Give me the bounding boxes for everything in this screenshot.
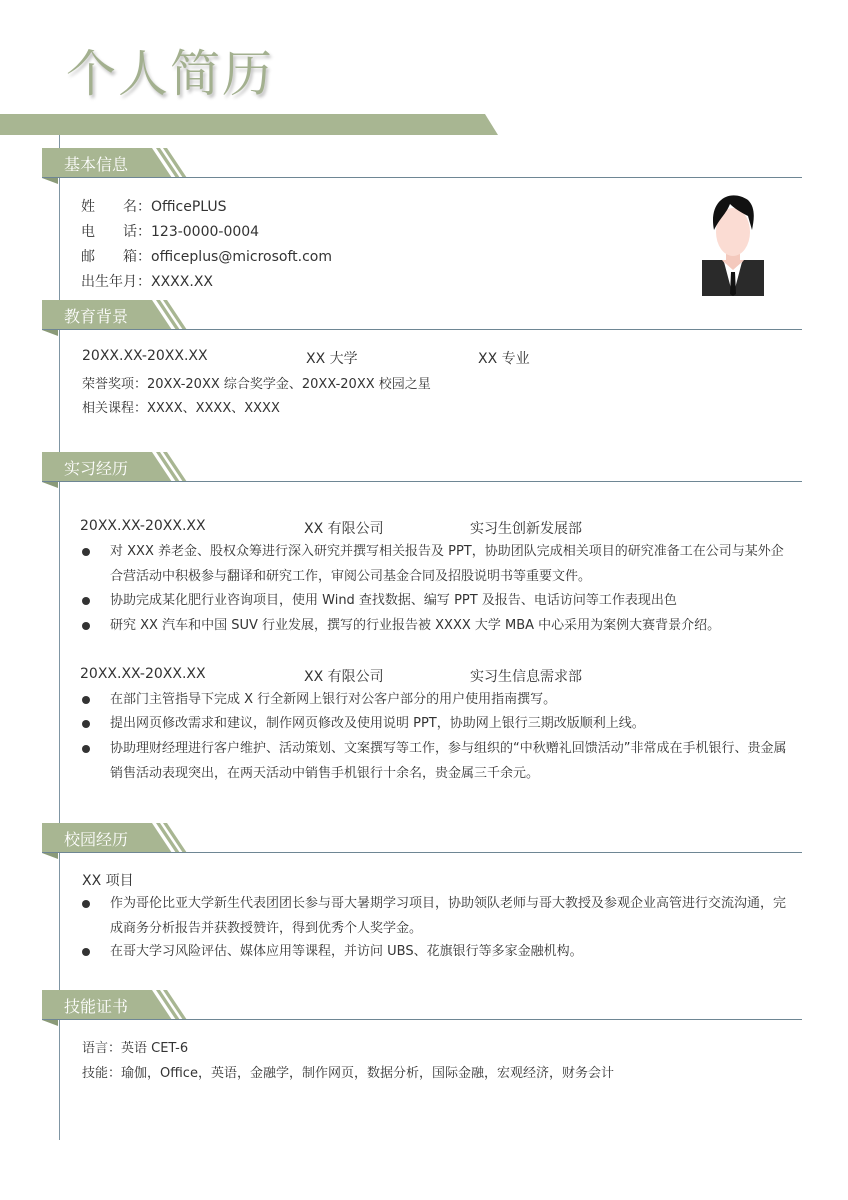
skills-list: 技能：瑜伽，Office，英语，金融学，制作网页，数据分析，国际金融，宏观经济，财务会计 xyxy=(82,1066,614,1081)
campus-bullet: 作为哥伦比亚大学新生代表团团长参与哥大暑期学习项目，协助领队老师与哥大教授及参观企业高管进行交流沟通，完成商务分析报告并获教授赞许，得到优秀个人奖学金。 xyxy=(110,896,787,936)
section-title: 教育背景 xyxy=(64,307,129,326)
job-period: 20XX.XX-20XX.XX xyxy=(80,518,206,534)
job-role: 实习生信息需求部 xyxy=(470,669,582,685)
campus-bullet: 在哥大学习风险评估、媒体应用等课程，并访问 UBS、花旗银行等多家金融机构。 xyxy=(110,944,583,959)
section-title: 基本信息 xyxy=(64,155,129,174)
info-email: 邮 箱：officeplus@microsoft.com xyxy=(81,249,332,265)
job-bullet: 提出网页修改需求和建议，制作网页修改及使用说明 PPT，协助网上银行三期改版顺利上线。 xyxy=(110,716,645,731)
header-bar xyxy=(0,114,498,135)
edu-major: XX 专业 xyxy=(478,351,530,367)
edu-courses: 相关课程：XXXX、XXXX、XXXX xyxy=(82,401,280,416)
bullet-icon xyxy=(82,720,90,728)
job-bullet: 协助理财经理进行客户维护、活动策划、文案撰写等工作，参与组织的“中秋赠礼回馈活动”非常成在手机银行、贵金属销售活动表现突出，在两天活动中销售手机银行十余名，贵金属三千余元。 xyxy=(110,741,787,781)
campus-project: XX 项目 xyxy=(82,873,134,889)
info-birth: 出生年月：XXXX.XX xyxy=(81,274,213,290)
job-bullet: 研究 XX 汽车和中国 SUV 行业发展，撰写的行业报告被 XXXX 大学 MBA 中心采用为案例大赛背景介绍。 xyxy=(110,618,721,633)
section-header-skills xyxy=(42,990,802,1026)
section-title: 实习经历 xyxy=(64,459,129,478)
section-header-education xyxy=(42,300,802,336)
job-bullet: 在部门主管指导下完成 X 行全新网上银行对公客户部分的用户使用指南撰写。 xyxy=(110,692,557,707)
bullet-icon xyxy=(82,696,90,704)
section-header-internship xyxy=(42,452,802,488)
section-title: 校园经历 xyxy=(64,830,129,849)
job-period: 20XX.XX-20XX.XX xyxy=(80,666,206,682)
edu-school: XX 大学 xyxy=(306,351,358,367)
skills-language: 语言：英语 CET-6 xyxy=(82,1041,189,1056)
job-company: XX 有限公司 xyxy=(304,669,384,685)
section-header-campus xyxy=(42,823,802,859)
job-company: XX 有限公司 xyxy=(304,521,384,537)
job-role: 实习生创新发展部 xyxy=(470,521,582,537)
bullet-icon xyxy=(82,745,90,753)
job-bullet: 对 XXX 养老金、股权众筹进行深入研究并撰写相关报告及 PPT，协助团队完成相关项目的研究准备工在公司与某外企合营活动中积极参与翻译和研究工作，审阅公司基金合同及招股说明书等重要文件。 xyxy=(110,544,784,584)
job-bullet: 协助完成某化肥行业咨询项目，使用 Wind 查找数据、编写 PPT 及报告、电话访问等工作表现出色 xyxy=(110,593,677,608)
edu-honors: 荣誉奖项：20XX-20XX 综合奖学金、20XX-20XX 校园之星 xyxy=(82,377,431,392)
edu-period: 20XX.XX-20XX.XX xyxy=(82,348,208,364)
bullet-icon xyxy=(82,548,90,556)
page-title: 个人简历 xyxy=(66,45,274,103)
bullet-icon xyxy=(82,622,90,630)
bullet-icon xyxy=(82,900,90,908)
bullet-icon xyxy=(82,948,90,956)
info-name: 姓 名：OfficePLUS xyxy=(81,199,227,215)
info-phone: 电 话：123-0000-0004 xyxy=(81,224,260,240)
avatar xyxy=(690,190,776,296)
section-title: 技能证书 xyxy=(64,997,129,1016)
section-header-basic xyxy=(42,148,802,184)
bullet-icon xyxy=(82,597,90,605)
